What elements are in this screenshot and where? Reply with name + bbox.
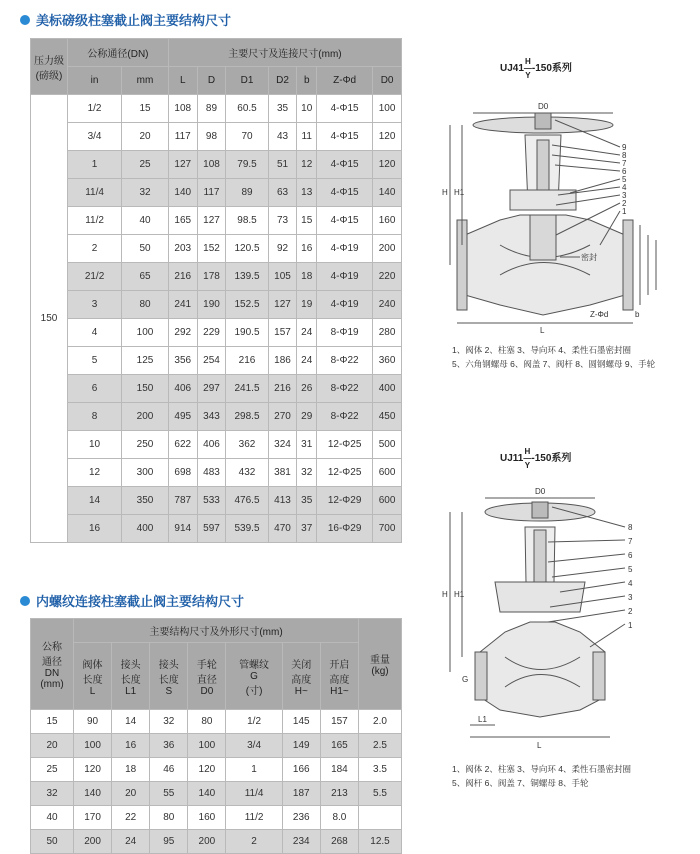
table-cell: 166 xyxy=(282,758,320,782)
table-cell: 3/4 xyxy=(68,123,122,151)
table-cell: 19 xyxy=(297,291,317,319)
table-row xyxy=(31,734,402,758)
table-cell: 476.5 xyxy=(226,487,268,515)
table-cell: 140 xyxy=(74,782,112,806)
header-main-dims: 主要结构尺寸及外形尺寸(mm) xyxy=(74,619,359,643)
table-cell: 622 xyxy=(168,431,197,459)
label-seat: 密封 xyxy=(581,253,597,262)
table-cell: 21/2 xyxy=(68,263,122,291)
table-cell: 406 xyxy=(168,375,197,403)
table-cell: 298.5 xyxy=(226,403,268,431)
table-cell: 241 xyxy=(168,291,197,319)
table-cell: 297 xyxy=(197,375,226,403)
column-header: 管螺纹 G (寸) xyxy=(226,643,282,710)
table-cell: 24 xyxy=(297,347,317,375)
table-cell: 362 xyxy=(226,431,268,459)
table-cell: 8 xyxy=(68,403,122,431)
column-header: Z-Φd xyxy=(317,67,373,95)
table-cell: 240 xyxy=(373,291,402,319)
table-cell: 2 xyxy=(226,830,282,854)
header-dn: 公称通径(DN) xyxy=(68,39,169,67)
table-cell: 4 xyxy=(68,319,122,347)
table-cell: 229 xyxy=(197,319,226,347)
header-main-dims: 主要尺寸及连接尺寸(mm) xyxy=(168,39,401,67)
label-l: L xyxy=(537,741,542,750)
table-cell: 16 xyxy=(112,734,150,758)
table-cell: 24 xyxy=(112,830,150,854)
table-cell: 250 xyxy=(122,431,169,459)
table-cell: 37 xyxy=(297,515,317,543)
table-cell: 178 xyxy=(197,263,226,291)
table-cell: 14 xyxy=(112,710,150,734)
table-cell: 324 xyxy=(268,431,297,459)
table-cell: 700 xyxy=(373,515,402,543)
table-cell: 3/4 xyxy=(226,734,282,758)
table-cell: 80 xyxy=(122,291,169,319)
table-cell: 8-Φ22 xyxy=(317,375,373,403)
table-cell: 16 xyxy=(68,515,122,543)
table-cell: 200 xyxy=(122,403,169,431)
table-cell: 127 xyxy=(197,207,226,235)
table-row xyxy=(31,806,402,830)
table-cell: 100 xyxy=(188,734,226,758)
table-cell: 186 xyxy=(268,347,297,375)
part-5: 5 xyxy=(628,565,633,574)
table-cell: 11/4 xyxy=(68,179,122,207)
fig1-legend-line2: 5、六角钢螺母 6、阀盖 7、阀杆 8、圆钢螺母 9、手轮 xyxy=(452,359,656,369)
table-cell: 139.5 xyxy=(226,263,268,291)
part-7: 7 xyxy=(622,159,627,168)
table-cell: 70 xyxy=(226,123,268,151)
table-cell: 4-Φ15 xyxy=(317,151,373,179)
header-weight: 重量 (kg) xyxy=(359,619,402,710)
table-cell: 90 xyxy=(74,710,112,734)
table-cell: 108 xyxy=(197,151,226,179)
table-cell: 140 xyxy=(168,179,197,207)
table-cell: 160 xyxy=(188,806,226,830)
label-g: G xyxy=(462,675,469,684)
table-cell: 98 xyxy=(197,123,226,151)
table-cell: 51 xyxy=(268,151,297,179)
table-cell: 117 xyxy=(197,179,226,207)
part-8: 8 xyxy=(628,523,633,532)
table-cell: 25 xyxy=(122,151,169,179)
table-cell: 406 xyxy=(197,431,226,459)
table-cell: 32 xyxy=(297,459,317,487)
table-cell: 698 xyxy=(168,459,197,487)
column-header: mm xyxy=(122,67,169,95)
section2-title-text: 内螺纹连接柱塞截止阀主要结构尺寸 xyxy=(36,594,245,609)
part-4: 4 xyxy=(622,183,627,192)
table-cell: 10 xyxy=(68,431,122,459)
table-cell: 280 xyxy=(373,319,402,347)
table-cell: 10 xyxy=(297,95,317,123)
table-cell: 3 xyxy=(68,291,122,319)
table-cell: 16-Φ29 xyxy=(317,515,373,543)
table-cell xyxy=(359,806,402,830)
table-cell: 29 xyxy=(297,403,317,431)
table-row xyxy=(31,403,402,431)
table-cell: 120 xyxy=(74,758,112,782)
section2-title xyxy=(20,591,244,610)
table-cell: 2.0 xyxy=(359,710,402,734)
table-cell: 200 xyxy=(74,830,112,854)
column-header: 接头 长度 L1 xyxy=(112,643,150,710)
table-cell: 12 xyxy=(68,459,122,487)
table-cell: 4-Φ19 xyxy=(317,235,373,263)
table-cell: 13 xyxy=(297,179,317,207)
table-cell: 15 xyxy=(31,710,74,734)
table-cell: 12-Φ25 xyxy=(317,459,373,487)
table-cell: 4-Φ15 xyxy=(317,207,373,235)
table-cell: 160 xyxy=(373,207,402,235)
fig2-legend xyxy=(452,762,631,790)
label-h: H xyxy=(442,188,448,197)
table-cell: 165 xyxy=(320,734,358,758)
table-cell: 241.5 xyxy=(226,375,268,403)
header-pressure-class: 压力级 (磅级) xyxy=(31,39,68,95)
table-cell: 15 xyxy=(297,207,317,235)
table-cell: 8-Φ22 xyxy=(317,347,373,375)
table-cell: 14 xyxy=(68,487,122,515)
table-cell: 2.5 xyxy=(359,734,402,758)
table-cell: 22 xyxy=(112,806,150,830)
table-cell: 413 xyxy=(268,487,297,515)
table-cell: 100 xyxy=(74,734,112,758)
table-row xyxy=(31,758,402,782)
table-cell: 120.5 xyxy=(226,235,268,263)
table-cell: 105 xyxy=(268,263,297,291)
table-cell: 80 xyxy=(188,710,226,734)
table-cell: 356 xyxy=(168,347,197,375)
table-row xyxy=(31,459,402,487)
table-cell: 203 xyxy=(168,235,197,263)
table-cell: 20 xyxy=(31,734,74,758)
table-cell: 145 xyxy=(282,710,320,734)
table-cell: 4-Φ15 xyxy=(317,95,373,123)
table-cell: 43 xyxy=(268,123,297,151)
table-asme-dimensions xyxy=(30,38,402,543)
section1-title-text: 美标磅级柱塞截止阀主要结构尺寸 xyxy=(36,13,232,28)
part-8: 8 xyxy=(622,151,627,160)
table-cell: 152.5 xyxy=(226,291,268,319)
table-cell: 533 xyxy=(197,487,226,515)
table-row xyxy=(31,487,402,515)
table-row xyxy=(31,431,402,459)
table-cell: 597 xyxy=(197,515,226,543)
table-cell: 95 xyxy=(150,830,188,854)
table-cell: 190 xyxy=(197,291,226,319)
table-cell: 120 xyxy=(373,123,402,151)
table-cell: 92 xyxy=(268,235,297,263)
table-cell: 184 xyxy=(320,758,358,782)
table-cell: 4-Φ15 xyxy=(317,123,373,151)
table-cell: 4-Φ19 xyxy=(317,263,373,291)
table-cell: 500 xyxy=(373,431,402,459)
part-3: 3 xyxy=(622,191,627,200)
table-cell: 32 xyxy=(31,782,74,806)
table-cell: 73 xyxy=(268,207,297,235)
table-cell: 400 xyxy=(373,375,402,403)
table-cell: 98.5 xyxy=(226,207,268,235)
table-row xyxy=(31,95,402,123)
table-row xyxy=(31,123,402,151)
table-cell: 32 xyxy=(122,179,169,207)
table-cell: 450 xyxy=(373,403,402,431)
table-cell: 32 xyxy=(150,710,188,734)
table-cell: 495 xyxy=(168,403,197,431)
table-cell: 125 xyxy=(122,347,169,375)
table-cell: 100 xyxy=(373,95,402,123)
table-cell: 15 xyxy=(122,95,169,123)
part-4: 4 xyxy=(628,579,633,588)
table-cell: 200 xyxy=(373,235,402,263)
table-row xyxy=(31,151,402,179)
table-cell: 539.5 xyxy=(226,515,268,543)
table-cell: 79.5 xyxy=(226,151,268,179)
part-1: 1 xyxy=(622,207,627,216)
pressure-class-value: 150 xyxy=(31,95,68,543)
table-cell: 600 xyxy=(373,487,402,515)
label-h1: H1 xyxy=(454,188,465,197)
table-cell: 787 xyxy=(168,487,197,515)
table-cell: 89 xyxy=(197,95,226,123)
table-cell: 149 xyxy=(282,734,320,758)
part-3: 3 xyxy=(628,593,633,602)
table-row xyxy=(31,347,402,375)
table-cell: 16 xyxy=(297,235,317,263)
label-d0: D0 xyxy=(538,102,549,111)
section1-title xyxy=(20,10,231,29)
table-cell: 18 xyxy=(112,758,150,782)
table-cell: 35 xyxy=(268,95,297,123)
table-cell: 120 xyxy=(188,758,226,782)
table-cell: 20 xyxy=(122,123,169,151)
table-cell: 100 xyxy=(122,319,169,347)
table-cell: 400 xyxy=(122,515,169,543)
table-cell: 4-Φ15 xyxy=(317,179,373,207)
table-cell: 914 xyxy=(168,515,197,543)
column-header: b xyxy=(297,67,317,95)
table-cell: 470 xyxy=(268,515,297,543)
column-header: 接头 长度 S xyxy=(150,643,188,710)
fig1-legend-line1: 1、阀体 2、柱塞 3、导向环 4、柔性石墨密封圈 xyxy=(452,345,631,355)
label-h1: H1 xyxy=(454,590,465,599)
label-b: b xyxy=(635,310,640,319)
table-cell: 300 xyxy=(122,459,169,487)
part-6: 6 xyxy=(628,551,633,560)
table-cell: 1 xyxy=(68,151,122,179)
table-cell: 40 xyxy=(122,207,169,235)
label-d0: D0 xyxy=(535,487,546,496)
table-cell: 36 xyxy=(150,734,188,758)
table-cell: 26 xyxy=(297,375,317,403)
table-cell: 5 xyxy=(68,347,122,375)
label-l: L xyxy=(540,326,545,335)
bullet-icon xyxy=(20,596,30,606)
table-cell: 12-Φ25 xyxy=(317,431,373,459)
table-cell: 8-Φ19 xyxy=(317,319,373,347)
table-cell: 11/2 xyxy=(226,806,282,830)
table-cell: 40 xyxy=(31,806,74,830)
table-row xyxy=(31,515,402,543)
table-cell: 187 xyxy=(282,782,320,806)
table-cell: 140 xyxy=(373,179,402,207)
table-cell: 89 xyxy=(226,179,268,207)
column-header: 阀体 长度 L xyxy=(74,643,112,710)
fig2-legend-line2: 5、阀杆 6、阀盖 7、铜螺母 8、手轮 xyxy=(452,778,589,788)
column-header: D xyxy=(197,67,226,95)
label-zd: Z-Φd xyxy=(590,310,609,319)
part-2: 2 xyxy=(628,607,633,616)
column-header: D2 xyxy=(268,67,297,95)
table-cell: 343 xyxy=(197,403,226,431)
table-cell: 12.5 xyxy=(359,830,402,854)
table-cell: 5.5 xyxy=(359,782,402,806)
part-2: 2 xyxy=(622,199,627,208)
table-cell: 3.5 xyxy=(359,758,402,782)
table-cell: 234 xyxy=(282,830,320,854)
column-header: in xyxy=(68,67,122,95)
table-cell: 1/2 xyxy=(68,95,122,123)
label-l1: L1 xyxy=(478,715,487,724)
table-cell: 63 xyxy=(268,179,297,207)
table-row xyxy=(31,710,402,734)
table-row xyxy=(31,375,402,403)
table-cell: 157 xyxy=(320,710,358,734)
table-row xyxy=(31,782,402,806)
globe-valve-flanged-drawing xyxy=(440,95,670,335)
table-cell: 24 xyxy=(297,319,317,347)
table-cell: 432 xyxy=(226,459,268,487)
table-cell: 12-Φ29 xyxy=(317,487,373,515)
label-h: H xyxy=(442,590,448,599)
table-cell: 18 xyxy=(297,263,317,291)
table-cell: 150 xyxy=(122,375,169,403)
table-cell: 25 xyxy=(31,758,74,782)
table-cell: 60.5 xyxy=(226,95,268,123)
table-cell: 140 xyxy=(188,782,226,806)
table-cell: 165 xyxy=(168,207,197,235)
column-header: 关闭 高度 H~ xyxy=(282,643,320,710)
table-cell: 254 xyxy=(197,347,226,375)
table-cell: 236 xyxy=(282,806,320,830)
globe-valve-threaded-drawing xyxy=(440,482,670,752)
table-cell: 1 xyxy=(226,758,282,782)
header-dn: 公称 通径 DN (mm) xyxy=(31,619,74,710)
table-row xyxy=(31,207,402,235)
column-header: L xyxy=(168,67,197,95)
table-row xyxy=(31,291,402,319)
part-1: 1 xyxy=(628,621,633,630)
table-cell: 381 xyxy=(268,459,297,487)
table-cell: 108 xyxy=(168,95,197,123)
table-cell: 483 xyxy=(197,459,226,487)
part-5: 5 xyxy=(622,175,627,184)
table-cell: 11/4 xyxy=(226,782,282,806)
table-cell: 350 xyxy=(122,487,169,515)
table-cell: 1/2 xyxy=(226,710,282,734)
table-cell: 216 xyxy=(226,347,268,375)
column-header: D1 xyxy=(226,67,268,95)
fig2-title: UJ11H — Y-150系列 xyxy=(500,447,572,470)
table-cell: 117 xyxy=(168,123,197,151)
table-cell: 270 xyxy=(268,403,297,431)
table-cell: 213 xyxy=(320,782,358,806)
fig1-legend xyxy=(452,343,655,371)
table-cell: 216 xyxy=(168,263,197,291)
part-9: 9 xyxy=(622,143,627,152)
table-row xyxy=(31,235,402,263)
table-cell: 46 xyxy=(150,758,188,782)
table-cell: 80 xyxy=(150,806,188,830)
column-header: D0 xyxy=(373,67,402,95)
table-cell: 6 xyxy=(68,375,122,403)
table-cell: 8-Φ22 xyxy=(317,403,373,431)
column-header: 开启 高度 H1~ xyxy=(320,643,358,710)
part-7: 7 xyxy=(628,537,633,546)
table-cell: 170 xyxy=(74,806,112,830)
table-cell: 292 xyxy=(168,319,197,347)
bullet-icon xyxy=(20,15,30,25)
table-cell: 31 xyxy=(297,431,317,459)
table-cell: 360 xyxy=(373,347,402,375)
table-cell: 127 xyxy=(168,151,197,179)
table-cell: 268 xyxy=(320,830,358,854)
table-thread-dimensions xyxy=(30,618,402,854)
table-cell: 50 xyxy=(122,235,169,263)
table-cell: 216 xyxy=(268,375,297,403)
table-row xyxy=(31,319,402,347)
table-cell: 20 xyxy=(112,782,150,806)
table-cell: 157 xyxy=(268,319,297,347)
table-row xyxy=(31,179,402,207)
table-cell: 600 xyxy=(373,459,402,487)
part-6: 6 xyxy=(622,167,627,176)
table-cell: 200 xyxy=(188,830,226,854)
table-cell: 55 xyxy=(150,782,188,806)
table-row xyxy=(31,830,402,854)
table-cell: 152 xyxy=(197,235,226,263)
table-cell: 8.0 xyxy=(320,806,358,830)
table-cell: 127 xyxy=(268,291,297,319)
table-cell: 50 xyxy=(31,830,74,854)
table-cell: 65 xyxy=(122,263,169,291)
table-cell: 11 xyxy=(297,123,317,151)
table-cell: 220 xyxy=(373,263,402,291)
table-cell: 2 xyxy=(68,235,122,263)
table-cell: 11/2 xyxy=(68,207,122,235)
table-cell: 4-Φ19 xyxy=(317,291,373,319)
table-row xyxy=(31,263,402,291)
table-cell: 35 xyxy=(297,487,317,515)
fig1-title: UJ41H — Y-150系列 xyxy=(500,57,572,80)
table-cell: 120 xyxy=(373,151,402,179)
column-header: 手轮 直径 D0 xyxy=(188,643,226,710)
fig2-legend-line1: 1、阀体 2、柱塞 3、导向环 4、柔性石墨密封圈 xyxy=(452,764,631,774)
table-cell: 190.5 xyxy=(226,319,268,347)
table-cell: 12 xyxy=(297,151,317,179)
